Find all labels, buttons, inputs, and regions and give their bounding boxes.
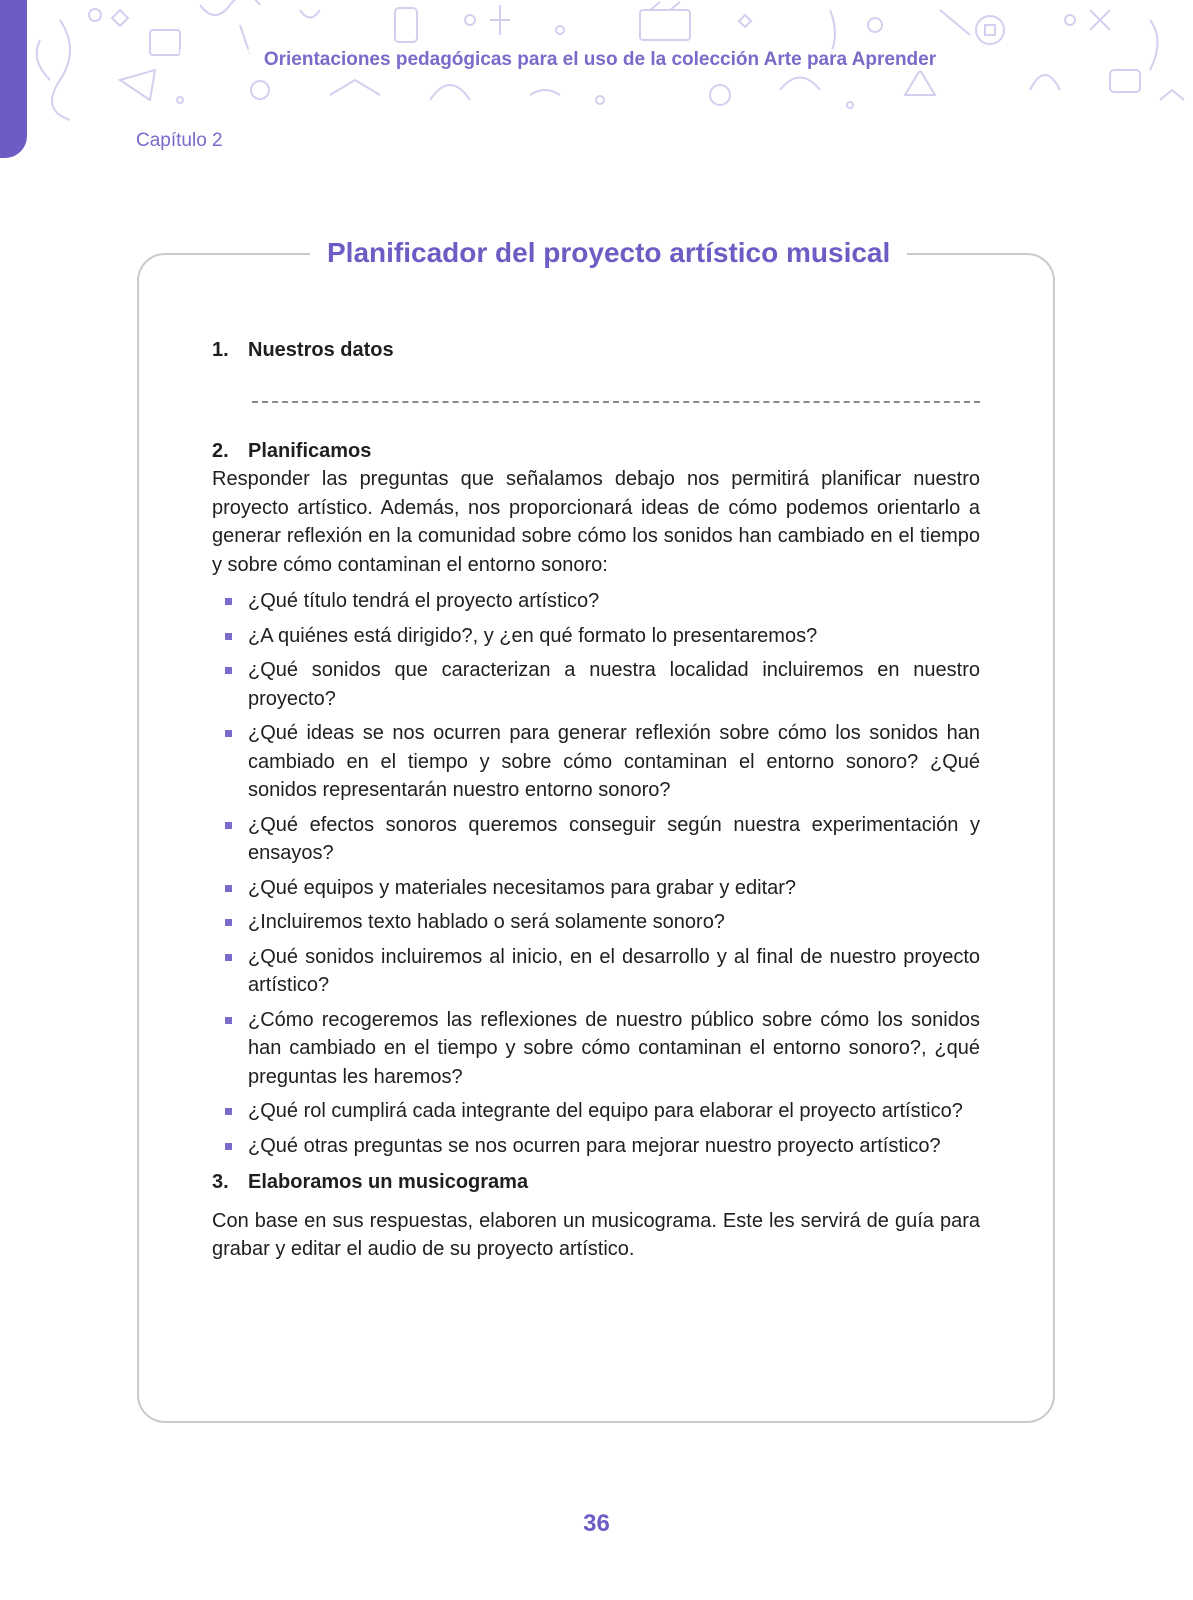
planner-title: Planificador del proyecto artístico musical bbox=[310, 237, 907, 269]
square-bullet-icon bbox=[225, 1017, 232, 1024]
planner-content bbox=[212, 336, 980, 1264]
section-3 bbox=[212, 1168, 980, 1264]
list-item bbox=[212, 1097, 980, 1126]
question-text: ¿Qué título tendrá el proyecto artístico? bbox=[248, 590, 600, 612]
list-item bbox=[212, 719, 980, 805]
list-item bbox=[212, 874, 980, 903]
section-number: 1. bbox=[212, 339, 229, 361]
section-title: Elaboramos un musicograma bbox=[248, 1171, 529, 1193]
question-text: ¿Qué ideas se nos ocurren para generar reflexión sobre cómo los sonidos han cambiado en el tiempo y sobre cómo contaminan el entorno sonoro? ¿Qué sonidos representarán nuestro entorno sonoro? bbox=[248, 722, 980, 801]
square-bullet-icon bbox=[225, 822, 232, 829]
list-item bbox=[212, 943, 980, 1000]
square-bullet-icon bbox=[225, 730, 232, 737]
fill-in-dashed-line[interactable] bbox=[252, 401, 980, 403]
question-text: ¿Qué rol cumplirá cada integrante del equipo para elaborar el proyecto artístico? bbox=[248, 1100, 963, 1122]
square-bullet-icon bbox=[225, 954, 232, 961]
square-bullet-icon bbox=[225, 1143, 232, 1150]
list-item bbox=[212, 1006, 980, 1092]
chapter-side-tab bbox=[0, 0, 27, 158]
square-bullet-icon bbox=[225, 885, 232, 892]
section-2 bbox=[212, 437, 980, 1161]
square-bullet-icon bbox=[225, 667, 232, 674]
question-text: ¿Incluiremos texto hablado o será solamente sonoro? bbox=[248, 911, 725, 933]
square-bullet-icon bbox=[225, 598, 232, 605]
section-heading bbox=[212, 336, 980, 365]
section-number: 2. bbox=[212, 439, 229, 462]
chapter-label: Capítulo 2 bbox=[136, 130, 223, 151]
section-1 bbox=[212, 336, 980, 403]
list-item bbox=[212, 811, 980, 868]
list-item bbox=[212, 622, 980, 651]
question-text: ¿Qué otras preguntas se nos ocurren para mejorar nuestro proyecto artístico? bbox=[248, 1134, 941, 1157]
square-bullet-icon bbox=[225, 633, 232, 640]
question-list bbox=[212, 587, 980, 1160]
section-title: Planificamos bbox=[248, 439, 372, 462]
section-number: 3. bbox=[212, 1171, 229, 1193]
list-item bbox=[212, 1132, 980, 1161]
section-heading bbox=[212, 1168, 980, 1197]
page-number: 36 bbox=[583, 1510, 610, 1537]
section-intro: Responder las preguntas que señalamos debajo nos permitirá planificar nuestro proyecto artístico. Además, nos proporcionará ideas de cómo podemos orientarlo a generar reflexión en la comunidad sobre cómo los sonidos han cambiado en el tiempo y sobre cómo contaminan el entorno sonoro: bbox=[212, 468, 980, 576]
question-text: ¿Qué equipos y materiales necesitamos para grabar y editar? bbox=[248, 876, 797, 899]
list-item bbox=[212, 656, 980, 713]
square-bullet-icon bbox=[225, 919, 232, 926]
section-text: Con base en sus respuestas, elaboren un musicograma. Este les servirá de guía para grabar y editar el audio de su proyecto artístico. bbox=[212, 1209, 980, 1260]
question-text: ¿Cómo recogeremos las reflexiones de nuestro público sobre cómo los sonidos han cambiado en el tiempo y sobre cómo contaminan el entorno sonoro?, ¿qué preguntas les haremos? bbox=[248, 1008, 980, 1088]
square-bullet-icon bbox=[225, 1108, 232, 1115]
question-text: ¿Qué efectos sonoros queremos conseguir según nuestra experimentación y ensayos? bbox=[248, 813, 980, 864]
question-text: ¿A quiénes está dirigido?, y ¿en qué formato lo presentaremos? bbox=[248, 624, 818, 647]
list-item bbox=[212, 908, 980, 937]
section-title: Nuestros datos bbox=[248, 339, 394, 361]
question-text: ¿Qué sonidos que caracterizan a nuestra localidad incluiremos en nuestro proyecto? bbox=[248, 659, 980, 710]
list-item bbox=[212, 587, 980, 616]
running-header-title: Orientaciones pedagógicas para el uso de la colección Arte para Aprender bbox=[180, 49, 1020, 71]
question-text: ¿Qué sonidos incluiremos al inicio, en el desarrollo y al final de nuestro proyecto artístico? bbox=[248, 945, 980, 996]
section-heading bbox=[212, 437, 980, 466]
